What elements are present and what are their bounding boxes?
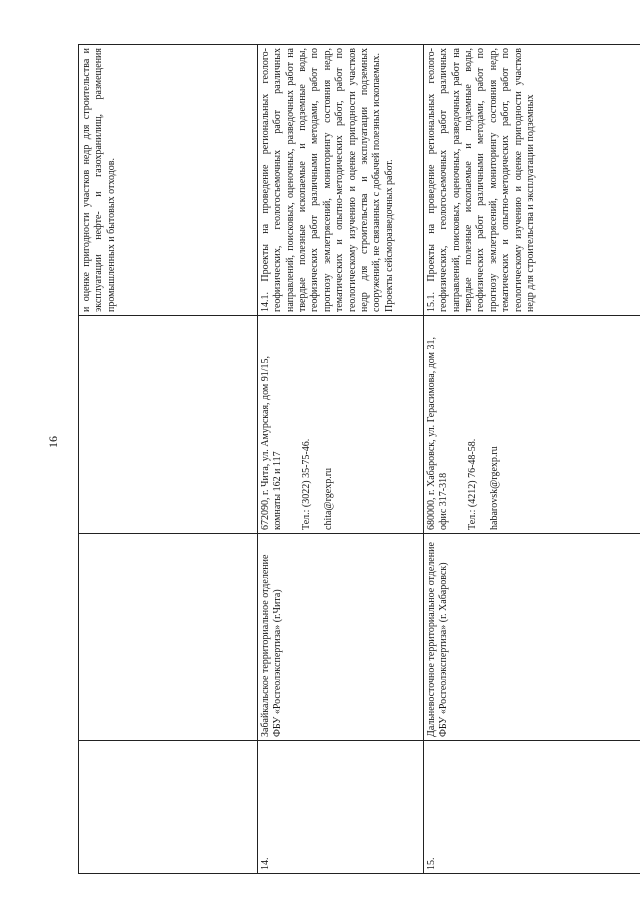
row-number: 14.	[259, 857, 271, 870]
organization-cell	[423, 534, 640, 741]
email-link[interactable]: chita@rgexp.ru	[322, 467, 334, 530]
regions-table	[78, 44, 640, 874]
address-text: 680000, г. Хабаровск, ул. Герасимова, дом 31, офис 317-318	[425, 337, 450, 530]
email-link[interactable]: habarovsk@rgexp.ru	[488, 446, 500, 530]
page-number: 16	[46, 436, 60, 448]
document-sheet	[78, 45, 560, 874]
organization-cell	[257, 534, 423, 741]
works-text: 14.1. Проекты на проведение региональных геолого-геофизических, геологосъемочных работ различных направлений, поисковых, оценочных, разведочных работ на твердые полезные ископаемые и подземные воды, геофизических работ различными методами, работ по прогнозу землетрясений, мониторингу состояния недр, тематических и опытно-методических работ, работ по геологическому изучению и оценке пригодности участков недр для строительства и эксплуатации подземных сооружений, не связанных с добычей полезных ископаемых. Проекты сейсморазведочных работ.	[259, 48, 395, 312]
works-cell	[79, 45, 258, 316]
address-cell	[79, 316, 258, 534]
works-text: и оценке пригодности участков недр для строительства и эксплуатации нефте- и газохранилищ, размещения промышленных и бытовых отходов.	[81, 48, 117, 312]
row-number-cell	[79, 741, 258, 874]
row-number-cell	[257, 741, 423, 874]
row-number-cell	[423, 741, 640, 874]
table-row	[423, 45, 640, 874]
organization-cell	[79, 534, 258, 741]
phone-text: Тел.: (4212) 76-48-58.	[466, 438, 478, 530]
address-cell	[257, 316, 423, 534]
address-text: 672090, г. Чита, ул. Амурская, дом 91/15, комнаты 162 и 117	[259, 355, 284, 530]
works-text: 15.1. Проекты на проведение региональных геолого-геофизических, геологосъемочных работ различных направлений, поисковых, оценочных, разведочных работ на твердые полезные ископаемые и подземные воды, геофизических работ различными методами, работ по прогнозу землетрясений, мониторингу состояния недр, тематических и опытно-методических работ, работ по геологическому изучению и оценке пригодности участков недр для строительства и эксплуатации подземных	[425, 48, 536, 312]
table-row	[79, 45, 258, 874]
works-cell	[423, 45, 640, 316]
organization-name: Забайкальское территориальное отделение ФБУ «Росгеолэкспертиза» (г.Чита)	[259, 554, 284, 737]
phone-text: Тел.: (3022) 35-75-46.	[300, 438, 312, 530]
row-number: 15.	[425, 857, 437, 870]
works-cell	[257, 45, 423, 316]
table-row	[257, 45, 423, 874]
address-cell	[423, 316, 640, 534]
organization-name: Дальневосточное территориальное отделение ФБУ «Росгеолэкспертиза» (г. Хабаровск)	[425, 542, 450, 737]
